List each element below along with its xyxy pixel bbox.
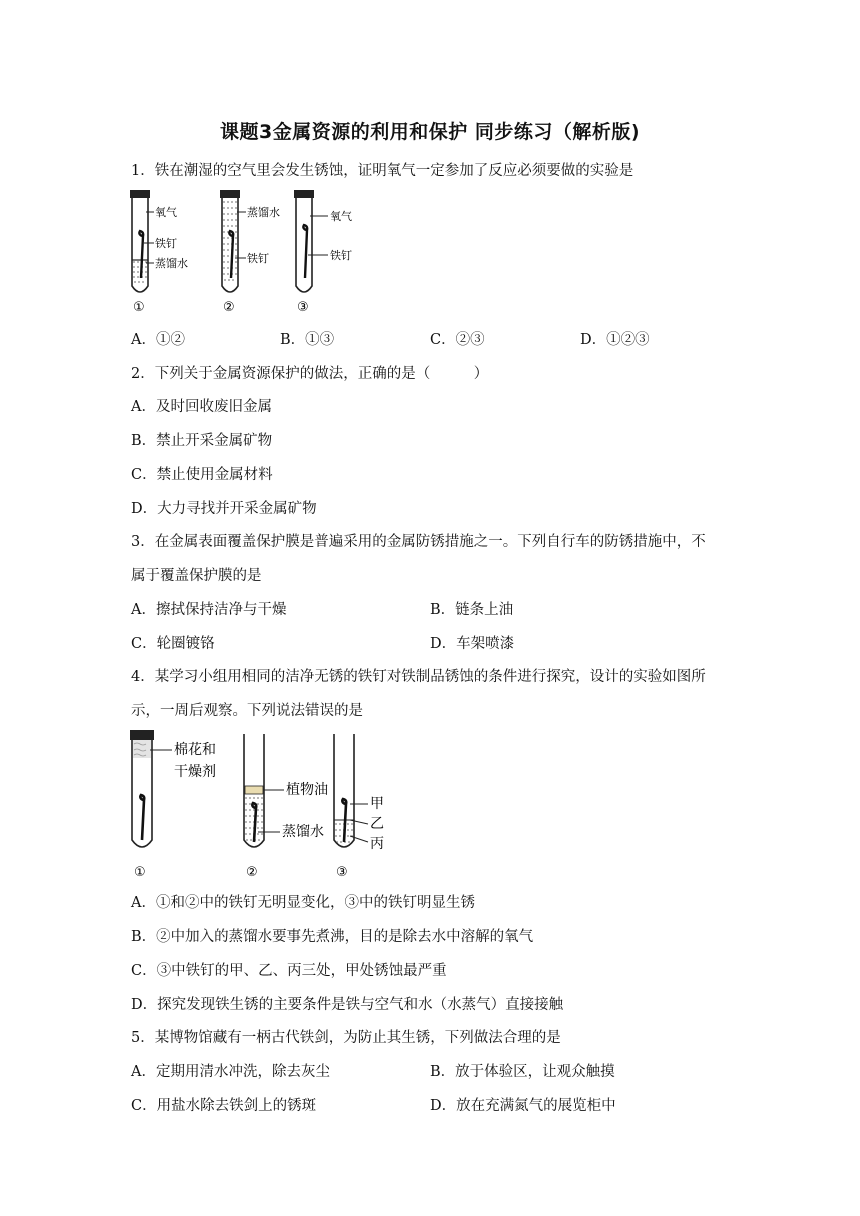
q1-option-c[interactable]: C．②③ — [430, 332, 485, 348]
q3-option-a[interactable]: A．擦拭保持洁净与干燥 — [131, 602, 287, 618]
nail-icon — [252, 803, 256, 842]
q3-option-c[interactable]: C．轮圈镀铬 — [131, 636, 215, 652]
q4-option-d[interactable]: D．探究发现铁生锈的主要条件是铁与空气和水（水蒸气）直接接触 — [131, 997, 564, 1013]
q5-option-b[interactable]: B．放于体验区，让观众触摸 — [430, 1064, 615, 1080]
q1-option-a[interactable]: A．①② — [131, 332, 185, 348]
q4-option-c[interactable]: C．③中铁钉的甲、乙、丙三处，甲处锈蚀最严重 — [131, 963, 447, 979]
q1-tube-2 — [220, 190, 280, 315]
nail-icon — [140, 795, 144, 840]
question-2-stem: 2．下列关于金属资源保护的做法，正确的是（ ） — [131, 366, 489, 382]
q1-option-b[interactable]: B．①③ — [280, 332, 335, 348]
q2-option-a[interactable]: A．及时回收废旧金属 — [131, 399, 272, 415]
q1-tube-1 — [130, 190, 188, 315]
question-3-stem-line2: 属于覆盖保护膜的是 — [131, 568, 262, 584]
q3-option-b[interactable]: B．链条上油 — [430, 602, 514, 618]
stopper-icon — [130, 730, 154, 740]
q5-option-c[interactable]: C．用盐水除去铁剑上的锈斑 — [131, 1098, 317, 1114]
question-3-stem-line1: 3．在金属表面覆盖保护膜是普遍采用的金属防锈措施之一。下列自行车的防锈措施中，不 — [131, 534, 706, 550]
stopper-icon — [294, 190, 314, 198]
question-5-stem: 5．某博物馆藏有一柄古代铁剑，为防止其生锈，下列做法合理的是 — [131, 1030, 561, 1046]
question-4-stem-line2: 示，一周后观察。下列说法错误的是 — [131, 703, 363, 719]
q4-tube-number-3: ③ — [336, 865, 348, 880]
q4-tube-number-1: ① — [134, 865, 146, 880]
q2-option-b[interactable]: B．禁止开采金属矿物 — [131, 433, 273, 449]
q1-tube-number-2: ② — [223, 300, 235, 315]
q4-option-b[interactable]: B．②中加入的蒸馏水要事先煮沸，目的是除去水中溶解的氧气 — [131, 929, 534, 945]
q1-label-nail-3: 铁钉 — [330, 249, 352, 262]
q1-tube-number-1: ① — [133, 300, 145, 315]
q2-option-d[interactable]: D．大力寻找并开采金属矿物 — [131, 501, 317, 517]
q4-label-cotton: 棉花和 — [174, 742, 216, 758]
q4-label-desiccant: 干燥剂 — [174, 764, 216, 780]
q1-label-oxygen-3: 氧气 — [330, 210, 352, 223]
q4-label-yi: 乙 — [370, 816, 384, 832]
q2-option-c[interactable]: C．禁止使用金属材料 — [131, 467, 273, 483]
q1-tube-number-3: ③ — [297, 300, 309, 315]
stopper-icon — [220, 190, 240, 198]
q1-label-nail-2: 铁钉 — [247, 252, 269, 265]
q1-label-nail-1: 铁钉 — [155, 237, 177, 250]
q4-label-bing: 丙 — [370, 836, 384, 852]
q1-figure-test-tubes — [120, 186, 380, 316]
q1-option-d[interactable]: D．①②③ — [580, 332, 650, 348]
q1-tube-3 — [294, 190, 352, 315]
q4-label-jia: 甲 — [370, 796, 384, 812]
nail-icon — [303, 225, 307, 278]
q4-figure-test-tubes — [120, 728, 400, 880]
q4-label-water: 蒸馏水 — [282, 824, 324, 840]
nail-icon — [139, 231, 143, 278]
q4-tube-1 — [130, 730, 216, 880]
q4-label-oil: 植物油 — [286, 782, 328, 798]
q4-option-a[interactable]: A．①和②中的铁钉无明显变化，③中的铁钉明显生锈 — [131, 895, 475, 911]
q1-label-water-1: 蒸馏水 — [155, 257, 188, 270]
q4-tube-3 — [334, 734, 384, 880]
q1-label-oxygen-1: 氧气 — [155, 206, 177, 219]
vegetable-oil-layer — [245, 786, 263, 794]
q5-option-a[interactable]: A．定期用清水冲洗，除去灰尘 — [131, 1064, 330, 1080]
q4-tube-number-2: ② — [246, 865, 258, 880]
question-4-stem-line1: 4．某学习小组用相同的洁净无锈的铁钉对铁制品锈蚀的条件进行探究，设计的实验如图所 — [131, 669, 706, 685]
q1-label-water-2: 蒸馏水 — [247, 206, 280, 219]
q4-tube-2 — [244, 734, 328, 880]
stopper-icon — [130, 190, 150, 198]
page-title: 课题3金属资源的利用和保护 同步练习（解析版) — [219, 121, 641, 143]
q5-option-d[interactable]: D．放在充满氮气的展览柜中 — [430, 1098, 616, 1114]
question-1-stem: 1．铁在潮湿的空气里会发生锈蚀，证明氧气一定参加了反应必须要做的实验是 — [131, 163, 634, 179]
q3-option-d[interactable]: D．车架喷漆 — [430, 636, 515, 652]
